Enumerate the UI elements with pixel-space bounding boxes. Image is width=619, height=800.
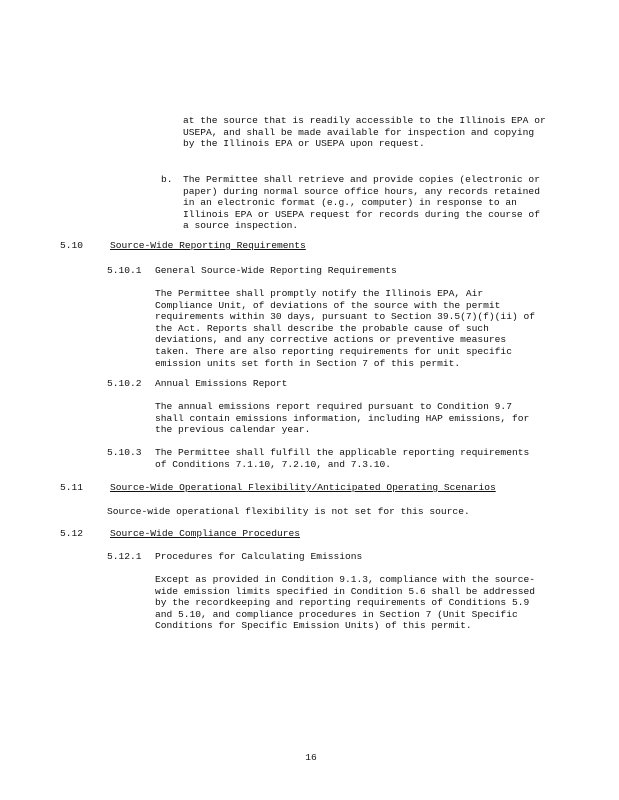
subsection-number: 5.10.3	[107, 447, 142, 458]
paragraph-5-12-1: Except as provided in Condition 9.1.3, compliance with the source-wide emission limits specified in Condition 5.6 shall be addressed by the recordkeeping and reporting requirements of Conditions 5.9 and 5.10, and compliance procedures in Section 7 (Unit Specific Conditions for Specific Emission Units) of this permit.	[155, 574, 535, 632]
section-title: Source-Wide Reporting Requirements	[110, 240, 306, 251]
page-number: 16	[305, 752, 317, 763]
paragraph-5-10-1: The Permittee shall promptly notify the Illinois EPA, Air Compliance Unit, of deviations of the source with the permit requirements within 30 days, pursuant to Section 39.5(7)(f)(ii) of the Act. Reports shall describe the probable cause of such deviations, and any corrective actions or preventive measures taken. There are also reporting requirements for unit specific emission units set forth in Section 7 of this permit.	[155, 288, 535, 369]
item-label: b.	[161, 174, 173, 185]
section-number: 5.11	[60, 482, 84, 493]
paragraph-5-11: Source-wide operational flexibility is not set for this source.	[107, 506, 470, 517]
subsection-title: Procedures for Calculating Emissions	[155, 551, 363, 562]
section-title: Source-Wide Operational Flexibility/Anticipated Operating Scenarios	[110, 482, 496, 493]
subsection-title: Annual Emissions Report	[155, 378, 288, 389]
section-number: 5.12	[60, 528, 84, 539]
section-number: 5.10	[60, 240, 84, 251]
section-title: Source-Wide Compliance Procedures	[110, 528, 300, 539]
item-text: The Permittee shall retrieve and provide copies (electronic or paper) during normal source office hours, any records retained in an electronic format (e.g., computer) in response to an Illinois EPA or USEPA request for records during the course of a source inspection.	[183, 174, 540, 232]
subsection-text: The Permittee shall fulfill the applicable reporting requirements of Conditions 7.1.10, 7.2.10, and 7.3.10.	[155, 447, 530, 470]
subsection-number: 5.10.2	[107, 378, 142, 389]
continued-paragraph: at the source that is readily accessible to the Illinois EPA or USEPA, and shall be made available for inspection and copying by the Illinois EPA or USEPA upon request.	[183, 115, 546, 150]
subsection-title: General Source-Wide Reporting Requirements	[155, 265, 397, 276]
subsection-number: 5.12.1	[107, 551, 142, 562]
subsection-number: 5.10.1	[107, 265, 142, 276]
paragraph-5-10-2: The annual emissions report required pursuant to Condition 9.7 shall contain emissions information, including HAP emissions, for the previous calendar year.	[155, 401, 530, 436]
